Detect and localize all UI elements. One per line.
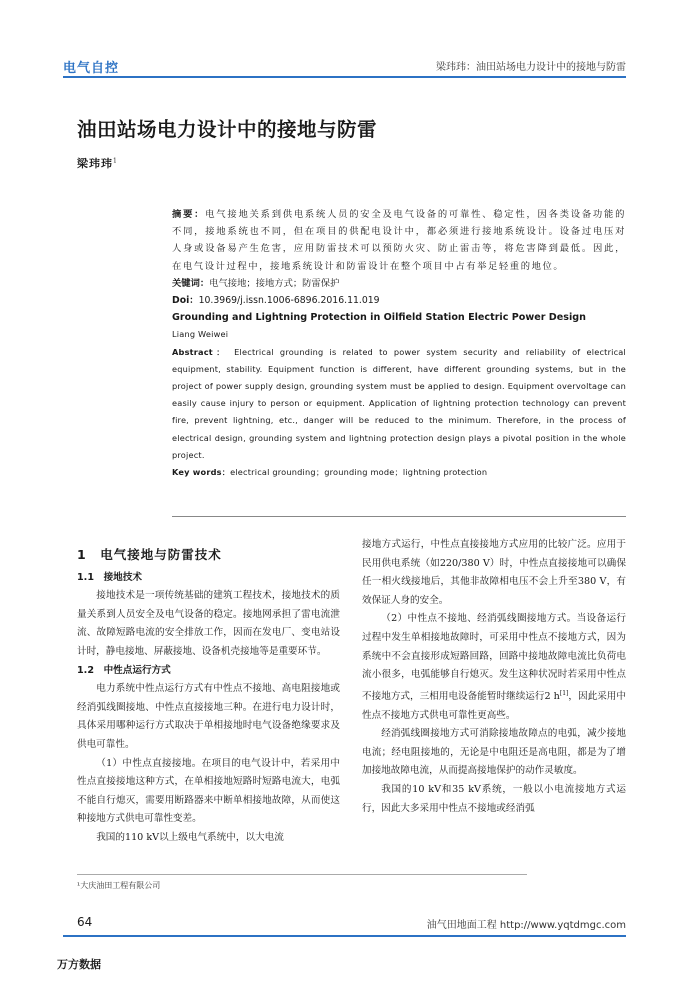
page-number: 64	[77, 915, 93, 929]
running-title: 梁玮玮：油田站场电力设计中的接地与防雷	[436, 62, 626, 73]
keywords-label: 关键词：	[172, 277, 210, 289]
header-rule	[63, 76, 626, 78]
english-keywords	[172, 464, 626, 481]
journal-name: 油气田地面工程 http://www.yqtdmgc.com	[426, 920, 626, 931]
doi-text: 10.3969/j.issn.1006-6896.2016.11.019	[198, 295, 380, 307]
abstract-block	[172, 206, 626, 481]
english-title: Grounding and Lightning Protection in Oilfield Station Electric Power Design	[172, 312, 586, 324]
paragraph: 经消弧线圈接地方式可消除接地故障点的电弧，减少接地电流；经电阻接地的，无论是中电阻还是高电阻，都是为了增加接地故障电流，从而提高接地保护的动作灵敏度。	[362, 728, 626, 777]
english-abstract-text: Electrical grounding is related to power system security and reliability of electrical equipment, stability. Equipment function is different, have different grounding systems, but in the project of power supply design, grounding system must be applied to design. Equipment overvoltage can easily cause injury to person or equipment. Application of lightning protection technology can prevent fire, prevent lightning, etc., danger will be reduced to the minimum. Therefore, in the process of electrical design, grounding system and lightning protection design plays a pivotal position in the whole project.	[172, 346, 626, 460]
english-abstract	[172, 344, 626, 464]
footnote-rule	[77, 874, 527, 875]
author-footnote-mark: 1	[113, 157, 118, 165]
keywords-zh	[172, 275, 626, 292]
author-name: 梁玮玮	[77, 157, 113, 170]
keywords-text: 电气接地；接地方式；防雷保护	[209, 277, 340, 289]
paragraph: 我国的10 kV和35 kV系统，一般以小电流接地方式运行，因此大多采用中性点不接地或经消弧	[362, 783, 626, 814]
article-title: 油田站场电力设计中的接地与防雷	[77, 118, 378, 141]
doi-line	[172, 292, 626, 309]
watermark-text: 万方数据	[57, 958, 101, 971]
footnote: ¹大庆油田工程有限公司	[77, 881, 161, 890]
body-column-left	[77, 536, 340, 848]
citation-mark: [1]	[559, 689, 569, 697]
paragraph: 我国的110 kV以上级电气系统中，以大电流	[96, 831, 284, 843]
paragraph: （1）中性点直接接地。在项目的电气设计中，若采用中性点直接接地这种方式，在单相接地短路时短路电流大，电弧不能自行熄灭，需要用断路器来中断单相接地故障，从而使这种接地方式供电可靠性变差。	[77, 757, 340, 825]
abstract-rule	[172, 516, 626, 517]
abstract-zh	[172, 206, 626, 275]
section-heading-1-1: 1.1 接地技术	[77, 571, 142, 583]
english-abstract-label: Abstract：	[172, 346, 228, 357]
footer-rule	[63, 935, 626, 937]
english-keywords-label: Key words：	[172, 467, 231, 478]
english-author: Liang Weiwei	[172, 329, 229, 340]
section-heading-1-2: 1.2 中性点运行方式	[77, 664, 171, 676]
body-column-right	[362, 536, 626, 818]
paragraph: 电力系统中性点运行方式有中性点不接地、高电阻接地或经消弧线圈接地、中性点直接接地三种。在进行电力设计时，具体采用哪种运行方式取决于单相接地时电气设备绝缘要求及供电可靠性。	[77, 683, 340, 750]
journal-section-logo: 电气自控	[63, 61, 120, 76]
paragraph: 接地技术是一项传统基础的建筑工程技术，接地技术的质量关系到人员安全及电气设备的稳定。接地网承担了雷电流泄流、故障短路电流的安全排放工作，因而在发电厂、变电站设计时，静电接地、屏蔽接地、设备机壳接地等是重要环节。	[77, 590, 340, 657]
abstract-label: 摘要：	[172, 209, 206, 220]
abstract-text: 电气接地关系到供电系统人员的安全及电气设备的可靠性、稳定性，因各类设备功能的不同，接地系统也不同，但在项目的供配电设计中，都必须进行接地系统设计。设备过电压对人身或设备易产生危害，应用防雷技术可以预防火灾、防止雷击等，将危害降到最低。因此，在电气设计过程中，接地系统设计和防雷设计在整个项目中占有举足轻重的地位。	[172, 209, 626, 272]
paragraph: 接地方式运行，中性点直接接地方式应用的比较广泛。应用于民用供电系统（如220/380 V）时，中性点直接接地可以确保任一相火线接地后，其他非故障相电压不会上升至380 V，有效保证人身的安全。	[362, 539, 626, 606]
english-keywords-text: electrical grounding；grounding mode；lightning protection	[230, 467, 488, 478]
section-heading-1: 1 电气接地与防雷技术	[77, 547, 222, 562]
paragraph-text: （2）中性点不接地、经消弧线圈接地方式。当设备运行过程中发生单相接地故障时，可采用中性点不接地方式，因为系统中不会直接形成短路回路，回路中接地故障电流比负荷电流小很多，电弧能够自行熄灭。发生这种状况时若采用中性点不接地方式，三相用电设备能暂时继续运行2 h	[362, 613, 626, 702]
author-line	[77, 155, 118, 171]
doi-label: Doi：	[172, 295, 199, 307]
paragraph-text: ，因此采用中性点不接地方式供电可靠性更高些。	[362, 690, 626, 721]
paragraph	[362, 610, 626, 725]
